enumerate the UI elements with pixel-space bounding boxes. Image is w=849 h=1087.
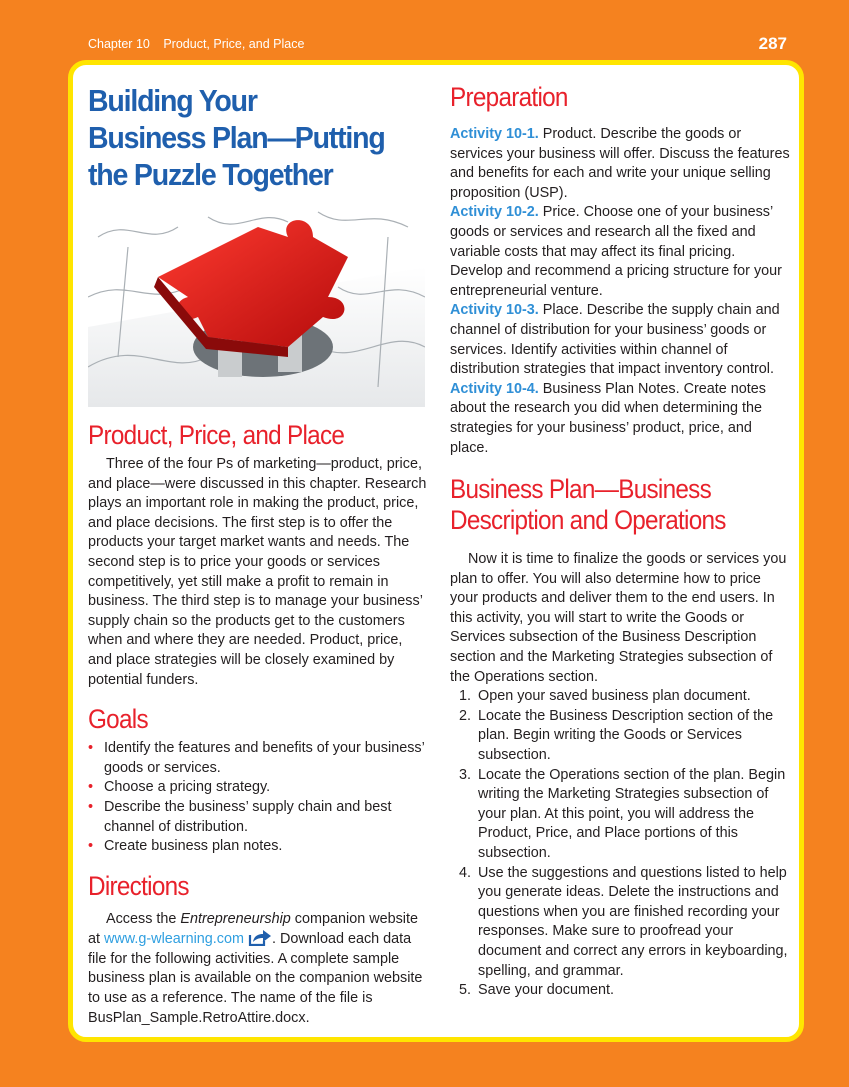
right-column — [450, 65, 792, 1001]
bullet-icon: • — [88, 798, 94, 815]
section-heading-directions: Directions — [88, 870, 189, 901]
activity-text: Business Plan Notes. Create notes about the research you did when determining the strategies for your business’ product, price, and place. — [450, 380, 766, 456]
title-line: Business Plan—Putting — [88, 120, 385, 155]
step-number: 2. — [459, 707, 472, 724]
left-column — [88, 65, 428, 1028]
section-heading-goals: Goals — [88, 704, 148, 735]
bullet-icon: • — [88, 740, 94, 757]
goal-text: Describe the business’ supply chain and best channel of distribution. — [104, 798, 392, 835]
steps-list — [450, 687, 792, 1001]
heading-line: Business Plan—Business — [450, 474, 712, 505]
product-price-place-body: Three of the four Ps of marketing—product, price, and place—were discussed in this chapter. Research plays an important role in making the product, price, and place decisions. The first step is to offer the products your target market wants and needs. The second step is to price your goods or services competitively, yet still make a profit to remain in business. The third step is to manage your business’ supply chain so the products get to the customers when and where they are needed. Product, price, and place strategies will be closely examined by potential funders. — [88, 456, 427, 688]
step-text: Locate the Operations section of the plan. Begin writing the Marketing Strategies subsection of your plan. At this point, you will address the Product, Price, and Place portions of this subsection. — [478, 766, 786, 861]
business-plan-intro: Now it is time to finalize the goods or services you plan to offer. You will also determine how to price your products and deliver them to the end users. In this activity, you will start to write the Goods or Services subsection of the Business Description section and the Marketing Strategies subsection of the Operations section. — [450, 551, 787, 685]
goal-item — [88, 798, 428, 837]
step-item — [450, 981, 792, 1001]
step-number: 4. — [459, 864, 472, 881]
step-item — [450, 687, 792, 707]
step-item — [450, 707, 792, 766]
step-item — [450, 766, 792, 864]
activity-text: Place. Describe the supply chain and channel of distribution for your business’ goods or services. Identify activities within channel of distribution strategies that impact inventory control. — [450, 302, 780, 378]
share-arrow-icon[interactable] — [248, 929, 272, 946]
activity-item — [450, 380, 792, 458]
bullet-icon: • — [88, 838, 94, 855]
goal-item — [88, 778, 428, 798]
step-number: 5. — [459, 982, 472, 999]
goal-text: Create business plan notes. — [104, 838, 283, 855]
activity-text: Product. Describe the goods or services your business will offer. Discuss the features and benefits for each and write your unique selling proposition (USP). — [450, 126, 790, 201]
step-text: Locate the Business Description section of the plan. Begin writing the Goods or Services subsection. — [478, 707, 774, 764]
title-line: Building Your — [88, 83, 257, 118]
title-line: the Puzzle Together — [88, 157, 333, 192]
directions-body — [88, 910, 428, 1029]
goal-text: Choose a pricing strategy. — [104, 779, 271, 796]
chapter-label: Chapter 10 — [88, 37, 150, 51]
step-text: Use the suggestions and questions listed to help you generate ideas. Delete the instructions and questions when you are finished recording your responses. Make sure to proofread your document and correct any errors in keyboarding, spelling, and grammar. — [478, 864, 788, 979]
activity-item — [450, 301, 792, 379]
directions-text: companion website at — [88, 910, 418, 948]
companion-website-link[interactable]: www.g-wlearning.com — [104, 931, 244, 948]
activity-label: Activity 10-3. — [450, 302, 539, 319]
step-item — [450, 864, 792, 982]
activity-label: Activity 10-2. — [450, 204, 539, 221]
step-number: 1. — [459, 688, 472, 705]
activity-text: Price. Choose one of your business’ goods or services and research all the fixed and variable costs that may affect its final pricing. Develop and recommend a pricing structure for your entrepreneurial venture. — [450, 204, 782, 299]
directions-text: . Download each data file for the following activities. A complete sample business plan is available on the companion website to use as a reference. The name of the file is BusPlan_Sample.RetroAttire.docx. — [88, 931, 423, 1026]
red-puzzle-piece-image — [88, 207, 425, 407]
directions-text: Access the — [106, 910, 181, 927]
content-card — [68, 60, 804, 1042]
goal-item — [88, 837, 428, 857]
heading-line: Description and Operations — [450, 505, 726, 536]
step-number: 3. — [459, 766, 472, 783]
running-head — [88, 37, 304, 51]
page-number: 287 — [758, 34, 787, 53]
section-heading-business-plan — [450, 474, 758, 536]
book-title: Entrepreneurship — [180, 910, 291, 927]
bullet-icon: • — [88, 779, 94, 796]
activity-item — [450, 203, 792, 301]
step-text: Open your saved business plan document. — [478, 688, 751, 705]
step-text: Save your document. — [478, 982, 614, 999]
activity-item — [450, 125, 792, 203]
section-heading-product-price-place: Product, Price, and Place — [88, 420, 345, 450]
activities-list — [450, 125, 792, 458]
page-title — [88, 82, 401, 193]
goals-list — [88, 739, 428, 857]
goal-text: Identify the features and benefits of your business’ goods or services. — [104, 740, 425, 776]
activity-label: Activity 10-4. — [450, 380, 539, 397]
chapter-title: Product, Price, and Place — [163, 37, 305, 51]
activity-label: Activity 10-1. — [450, 126, 539, 142]
goal-item — [88, 739, 428, 778]
section-heading-preparation: Preparation — [450, 82, 568, 112]
